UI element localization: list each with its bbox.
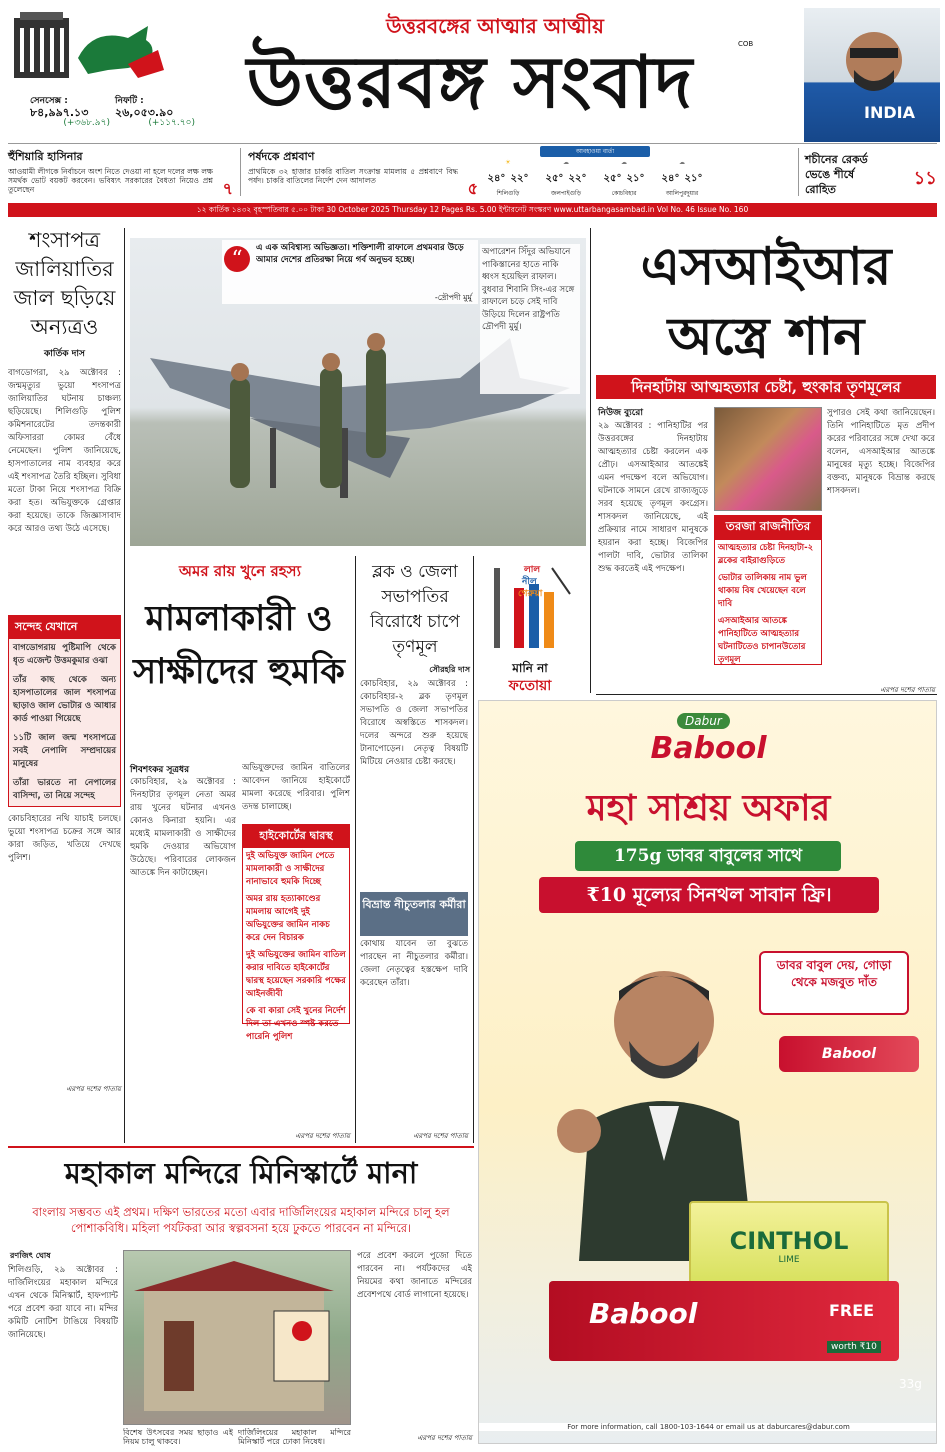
bottom-photo-caption-2: দার্জিলিংয়ের মহাকাল মন্দিরে মিনিস্কার্ট পরে ঢোকা নিষেধ। <box>238 1428 351 1446</box>
bottom-body: শিলিগুড়ি, ২৯ অক্টোবর : দার্জিলিংয়ের মহাকাল মন্দিরে এখন থেকে মিনিস্কার্ট, হাফপ্যান্ট পরে প্রবেশ করা যাবে না। মন্দির কমিটি নোটিশ টাঙিয়ে বিষয়টি জানিয়েছে। <box>8 1265 118 1340</box>
box-bullet: আত্মহত্যার চেষ্টা দিনহাটা-২ ব্লকের বাইরাগুড়িতে <box>718 543 814 566</box>
column-rule <box>124 228 125 1143</box>
temple-photo <box>123 1250 351 1425</box>
box-title: হাইকোর্টের দ্বারস্থ <box>243 825 349 848</box>
city-name: আলিপুরদুয়ার <box>665 190 699 197</box>
bottom-subhead: বাংলায় সম্ভবত এই প্রথম। দক্ষিণ ভারতের মতো এবার দার্জিলিংয়ের মহাকাল মন্দিরে চালু হল পোশাকবিধি। মহিলা পর্যটকরা আর স্বল্পবসনা হয়ে ঢুকতে পারবেন না মন্দিরে। <box>32 1205 450 1235</box>
temp-max: ২৪° <box>487 173 506 184</box>
mid-center-byline: সৌরহরি দাস <box>429 665 470 674</box>
mid-left-body-2: অভিযুক্তদের জামিন বাতিলের আবেদন জানিয়ে হাইকোর্টে মামলা করেছে পরিবার। পুলিশ তদন্ত চালাচ্ছে। <box>242 763 350 812</box>
tagline: উত্তরবঙ্গের আত্মার আত্মীয় <box>386 14 604 38</box>
ad-brand: Dabur <box>677 713 730 729</box>
column-rule <box>590 228 591 693</box>
story-continued[interactable]: এরপর দশের পাতায় <box>66 1085 121 1093</box>
bottom-headline: মহাকাল মন্দিরে মিনিস্কার্টে মানা <box>64 1156 418 1190</box>
teaser-page: ১১ <box>913 168 937 189</box>
ad-product: Babool <box>650 731 767 766</box>
cob-mark: COB <box>738 40 754 48</box>
box-bullet: ১১টি জাল জন্ম শংসাপত্রে সবই নেপালি সম্প্রদায়ের মানুষের <box>13 733 116 769</box>
dabur-babool-ad[interactable] <box>478 700 937 1444</box>
jersey-text: INDIA <box>864 103 915 122</box>
ad-toothpaste-small <box>779 1036 919 1072</box>
city-name: শিলিগুড়ি <box>496 190 520 197</box>
bottom-body-right: পরে প্রবেশ করলে পুজো দিতে পারবেন না। পর্যটকদের এই নিয়মের কথা জানাতে মন্দিরের প্রবেশপথে বোর্ড লাগানো হয়েছে। <box>357 1251 472 1300</box>
ad-product-small: Babool <box>821 1046 877 1062</box>
quote-text: এ এক অবিশ্বাস্য অভিজ্ঞতা। শক্তিশালী রাফালে প্রথমবার উড়ে আমার দেশের প্রতিরক্ষা নিয়ে গর্ব অনুভব হচ্ছে। <box>256 243 464 265</box>
lead-continued[interactable]: এরপর দশের পাতায় <box>880 686 935 694</box>
teaser-page: ৫ <box>467 179 478 198</box>
temp-max: ২৫° <box>545 173 564 184</box>
weather-city <box>654 159 710 199</box>
weather-city <box>480 159 536 199</box>
sensex-value: ৮৪,৯৯৭.১৩ <box>30 106 89 119</box>
masthead <box>0 0 945 143</box>
mid-left-kicker: অমর রায় খুনে রহস্য <box>179 562 301 580</box>
teaser-title: পর্ষদকে প্রশ্নবাণ <box>248 150 315 163</box>
horizontal-rule <box>8 1146 474 1148</box>
story-byline: কার্তিক দাস <box>44 349 85 359</box>
box-bullet: দুই অভিযুক্ত জামিন পেতে মামলাকারী ও সাক্ষীদের নানাভাবে হুমকি দিচ্ছে <box>246 851 335 887</box>
box-bullet: তাঁর কাছ থেকে অন্য হাসপাতালের জাল শংসাপত্র ছাড়াও জাল ভোটার ও আধার কার্ড পাওয়া গিয়েছে <box>13 675 116 724</box>
cartoon-label-red: লাল <box>524 565 541 575</box>
ad-worth-badge: worth ₹10 <box>827 1341 881 1353</box>
mid-center-body-2: কোথায় যাবেন তা বুঝতে পারছেন না নীচুতলার কর্মীরা। জেলা নেতৃত্বের হস্তক্ষেপ দাবি করেছেন তাঁরা। <box>360 939 468 988</box>
nifty-label: নিফটি : <box>115 96 144 106</box>
horizontal-rule <box>596 694 937 695</box>
weather-widget <box>480 146 710 198</box>
nifty-change: (+১১৭.৭০) <box>148 118 195 128</box>
teaser-divider-1 <box>240 148 241 196</box>
temp-max: ২৪° <box>661 173 680 184</box>
nifty-value: ২৬,০৫৩.৯০ <box>115 106 174 119</box>
teaser-title: শচীনের রেকর্ড ভেঙে শীর্ষে রোহিত <box>805 153 868 196</box>
lead-subhead: দিনহাটায় আত্মহত্যার চেষ্টা, হুংকার তৃণমূলের <box>596 375 936 399</box>
ad-soap-name: CINTHOL <box>729 1227 849 1255</box>
weather-city <box>538 159 594 199</box>
stock-bull-logo <box>8 8 168 94</box>
temp-max: ২৫° <box>603 173 622 184</box>
story-body: বাগডোগরা, ২৯ অক্টোবর : জন্মমৃত্যুর ভুয়ো শংসাপত্র জালিয়াতির ঘটনায় চাঞ্চল্য ছড়িয়েছে। শিলিগুড়ি পুলিশ কমিশনারেটের তদন্তকারী অফিসাররা কোমর বেঁধে নেমেছেন। পুলিশ জানিয়েছে, হাসপাতালের নাম ব্যবহার করে এই শংসাপত্র তৈরি হচ্ছিল। সুবিধা মতো টাকা নিয়ে শংসাপত্র বিক্রি করা হত। অভিযুক্তকে গ্রেপ্তার করা হয়েছে। তাকে জিজ্ঞাসাবাদ করে আরও তথ্য উঠে এসেছে। <box>8 368 121 534</box>
lead-photo <box>714 407 822 511</box>
newspaper-title: উত্তরবঙ্গ সংবাদ <box>246 39 694 124</box>
temp-min: ২২° <box>510 173 529 184</box>
story-headline: শংসাপত্র জালিয়াতির জাল ছড়িয়ে অন্যত্রও <box>13 228 116 339</box>
sensex-box <box>30 96 110 129</box>
box-bullet: তাঁরা ভারতে না নেপালের বাসিন্দা, তা নিয়ে সন্দেহ <box>13 778 116 801</box>
mid-left-body: কোচবিহার, ২৯ অক্টোবর : দিনহাটার তৃণমূল নেতা অমর রায় খুনের ঘটনার এখনও কোনও কিনারা হয়নি। এর মধ্যেই মামলাকারী ও সাক্ষীদের হুমকি দেওয়ার অভিযোগ উঠেছে। পরিবারের লোকজন আতঙ্কে দিন কাটাচ্ছেন। <box>130 777 236 878</box>
cloud-icon: ☁ <box>621 159 627 166</box>
sensex-label: সেনসেক্স : <box>30 96 68 106</box>
lead-headline: এসআইআর অস্ত্রে শান <box>640 236 892 367</box>
mid-left-box <box>242 824 350 1042</box>
sensex-change: (+৩৬৮.৯৭) <box>63 118 110 128</box>
mid-center-headline: ব্লক ও জেলা সভাপতির বিরোধে চাপে তৃণমূল <box>370 562 460 657</box>
rohit-photo <box>804 8 940 142</box>
cartoon-label-blue: নীল <box>522 577 537 587</box>
temp-min: ২১° <box>684 173 703 184</box>
cloud-icon: ☁ <box>679 159 685 166</box>
box-bullet: দুই অভিযুক্তের জামিন বাতিল করার দাবিতে হাইকোর্টের দ্বারস্থ হয়েছেন সরকারি পক্ষের আইনজীবী <box>246 950 346 999</box>
bottom-byline: রণজিৎ ঘোষ <box>10 1251 51 1260</box>
cartoon-caption-2: ফতোয়া <box>508 678 552 694</box>
feature-caption: অপারেশন সিঁদুর অভিযানে পাকিস্তানের হাতে নাকি ধ্বংস হয়েছিল রাফাল। বুধবার শিবানি সিং-এর সঙ্গে রাফালে চড়ে সেই দাবি উড়িয়ে দিলেন রাষ্ট্রপতি দ্রৌপদী মুর্মু। <box>480 244 580 394</box>
sun-icon: ☀ <box>505 159 511 166</box>
cartoon-label-saffron: গেরুয়া <box>518 589 543 599</box>
teaser-title: হুঁশিয়ারি হাসিনার <box>8 150 83 163</box>
ad-offer-line-2: ₹10 মূল্যের সিনথল সাবান ফ্রি। <box>539 877 879 913</box>
teaser-body: আওয়ামী লীগকে নির্বাচনে অংশ নিতে দেওয়া না হলে দলের লক্ষ লক্ষ সমর্থক ভোট বয়কট করবেন। ভবিষ্যৎ সরকারের বৈধতা নিয়েও প্রশ্ন তুলেছেন <box>8 167 213 194</box>
ad-offer-title: মহা সাশ্রয় অফার <box>586 787 831 829</box>
lead-box <box>714 515 822 665</box>
mid-left-byline: শিবশংকর সূত্রধর <box>130 765 190 775</box>
city-name: জলপাইগুড়ি <box>550 190 582 197</box>
ad-soap-box <box>689 1201 889 1291</box>
story-box <box>8 615 121 807</box>
box-title: সন্দেহ যেখানে <box>9 616 120 639</box>
column-rule <box>355 556 356 1143</box>
box-bullet: ভোটার তালিকায় নাম ভুল থাকায় বিষ খেয়েছেন বলে দাবি <box>718 573 807 609</box>
teaser-strip <box>8 143 937 200</box>
lead-body-right: সুপারও সেই কথা জানিয়েছেন। তিনি পানিহাটিতে মৃত প্রদীপ করের পরিবারের সঙ্গে দেখা করে বলেন, এসআইআর আতঙ্কে মানুষের মৃত্যু হচ্ছে। বিজেপির বক্তব্য, মানুষকে বিভ্রান্ত করছে শাসকদল। <box>827 408 935 496</box>
quote-icon: “ <box>224 246 250 272</box>
mid-left-continued[interactable]: এরপর দশের পাতায় <box>295 1132 350 1140</box>
cartoon-caption-1: মানি না <box>512 661 548 675</box>
ad-footer[interactable]: For more information, call 1800-103-1644 or email us at daburcares@dabur.com <box>479 1423 937 1431</box>
temp-min: ২২° <box>568 173 587 184</box>
story-body-2: কোচবিহারের নথি যাচাই চলছে। ভুয়ো শংসাপত্র চক্রের সঙ্গে আর কারা জড়িত, খতিয়ে দেখছে পুলিশ। <box>8 814 121 863</box>
box-bullet: এসআইআর আতঙ্কে পানিহাটিতে আত্মহত্যার ঘটনাটিতেও চাপানউতোর তৃণমূল <box>718 616 806 665</box>
column-rule <box>473 556 474 1143</box>
teaser-hasina[interactable] <box>8 148 233 198</box>
lead-body: ২৯ অক্টোবর : পানিহাটির পর উত্তরবঙ্গের দিনহাটায় আত্মহত্যার চেষ্টা করলেন এক প্রৌঢ়। এসআইআর আতঙ্কেই এমন পদক্ষেপ বলে অভিযোগ। ঘটনাকে সামনে রেখে রাজ্যজুড়ে সরব হয়েছে তৃণমূল কংগ্রেস। শাসকদল জানিয়েছে, এই প্রক্রিয়ার নামে সাধারণ মানুষকে হয়রান করা হচ্ছে। বিজেপির পালটা দাবি, ভোটার তালিকা শুদ্ধ করতেই এই পদক্ষেপ। <box>598 421 708 574</box>
weather-city <box>596 159 652 199</box>
bottom-photo-caption: বিশেষ উৎসবের সময় ছাড়াও এই নিয়ম চালু থাকবে। <box>123 1428 233 1446</box>
box-bullet: কে বা কারা সেই খুনের নির্দেশ দিল তা এখনও স্পষ্ট করতে পারেনি পুলিশ <box>246 1006 346 1042</box>
cloud-icon: ☁ <box>563 159 569 166</box>
box-bullet: অমর রায় হত্যাকাণ্ডের মামলায় আগেই দুই অভিযুক্তের জামিন নাকচ করে দেন বিচারক <box>246 894 330 943</box>
dateline-bar: ১২ কার্তিক ১৪৩২ বৃহস্পতিবার ৫.০০ টাকা 30 October 2025 Thursday 12 Pages Rs. 5.00 ইন্টারনেট সংস্করণ www.uttarbangasambad.in Vol No. 46 Issue No. 160 <box>8 203 937 217</box>
mid-center-box <box>360 892 468 936</box>
box-title: তরজা রাজনীতির <box>715 516 821 540</box>
ad-toothpaste-name: Babool <box>589 1297 698 1330</box>
bottom-continued[interactable]: এরপর দশের পাতায় <box>417 1434 472 1442</box>
box-bullet: বাগডোগরায় পুষ্টিমাপি থেকে ধৃত এজেন্ট উত্তমকুমার ওঝা <box>13 643 116 666</box>
weather-header: আবহাওয়া বার্তা <box>540 146 650 157</box>
story-left <box>8 226 121 1146</box>
mid-left-headline: মামলাকারী ও সাক্ষীদের হুমকি <box>133 598 345 692</box>
ad-speech-text: ডাবর বাবুল দেয়, গোড়া থেকে মজবুত দাঁত <box>776 958 892 989</box>
quote-author: -দ্রৌপদী মুর্মু <box>434 293 472 302</box>
lead-byline: নিউজ ব্যুরো <box>598 408 643 418</box>
city-name: কোচবিহার <box>611 190 637 197</box>
mid-center-body: কোচবিহার, ২৯ অক্টোবর : কোচবিহার-২ ব্লক তৃণমূল সভাপতি ও জেলা সভাপতির বিরোধে অস্বস্তিতে শাসকদল। দলের অন্দরে শুরু হয়েছে টানাপোড়েন। নেতৃত্ব বিষয়টি মিটিয়ে নেওয়ার চেষ্টা করছে। <box>360 679 468 767</box>
box-title: বিভ্রান্ত নীচুতলার কর্মীরা <box>362 898 466 911</box>
teaser-board[interactable] <box>248 148 478 198</box>
ad-soap-variant: LIME <box>778 1255 800 1265</box>
teaser-divider-2 <box>798 148 799 196</box>
ad-size-label: 33g <box>899 1377 922 1391</box>
quote-box <box>222 240 478 304</box>
ad-offer-line-1: 175g ডাবর বাবুলের সাথে <box>575 841 841 871</box>
teaser-rohit[interactable] <box>805 152 937 198</box>
mid-center-continued[interactable]: এরপর দশের পাতায় <box>413 1132 468 1140</box>
ad-free-badge: FREE <box>829 1301 875 1320</box>
temp-min: ২১° <box>626 173 645 184</box>
teaser-page: ৭ <box>222 179 233 198</box>
cartoon <box>474 558 586 692</box>
teaser-body: প্রাথমিকে ৩২ হাজার চাকরি বাতিল সংক্রান্ত মামলায় ৫ প্রশ্নবাণে বিদ্ধ পর্ষদ। চাকরি বাতিলের নির্দেশ দেন আদালত <box>248 167 458 185</box>
nifty-box <box>115 96 195 129</box>
